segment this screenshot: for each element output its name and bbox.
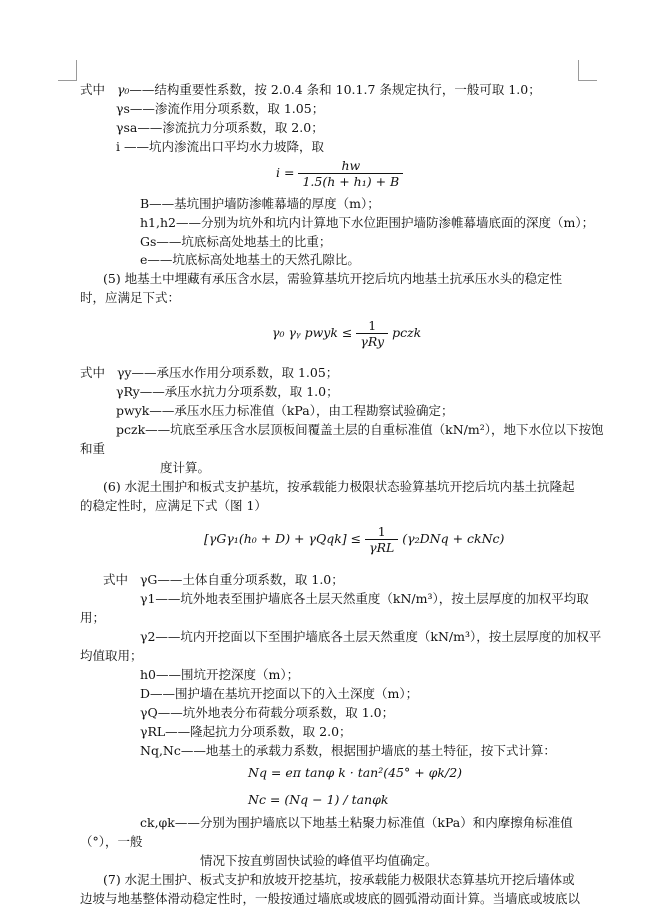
text-line: ck,φk——分别为围护墙底以下地基土粘聚力标准值（kPa）和内摩擦角标准值 xyxy=(140,815,573,830)
text-line: 度计算。 xyxy=(160,460,211,475)
text-line: 用； xyxy=(80,610,106,625)
margin-mark-top-right xyxy=(578,60,597,81)
text-line: i ——坑内渗流出口平均水力坡降，取 xyxy=(116,139,324,154)
text-line: Nq,Nc——地基土的承载力系数，根据围护墙底的基土特征，按下式计算： xyxy=(140,743,556,758)
text-line: γsa——渗流抗力分项系数，取 2.0； xyxy=(116,120,324,135)
formula-nq: Nq = eπ tanφ k · tan²(45° + φk/2) xyxy=(248,765,463,780)
paragraph-line: (5) 地基土中埋藏有承压含水层，需验算基坑开挖后坑内地基土抗承压水头的稳定性 xyxy=(103,271,563,286)
text-line: Gs——坑底标高处地基土的比重； xyxy=(140,234,332,249)
text-line: 均值取用； xyxy=(80,648,143,663)
text-line: γQ——坑外地表分布荷载分项系数，取 1.0； xyxy=(140,705,395,720)
text-line: 和重 xyxy=(80,441,106,456)
text-line: pczk——坑底至承压含水层顶板间覆盖土层的自重标准值（kN/m²），地下水位以下按饱 xyxy=(116,422,604,437)
margin-mark-top-left xyxy=(58,60,77,81)
formula-confined-water: γ₀ γᵧ pwyk ≤ $\frac{1}{\text{γRy}}$ pczk xyxy=(272,318,422,349)
paragraph-line: 的稳定性时，应满足下式（图 1） xyxy=(80,498,267,513)
text-line: D——围护墙在基坑开挖面以下的入土深度（m）； xyxy=(140,686,419,701)
text-line: 式中 γy——承压水作用分项系数，取 1.05； xyxy=(80,365,339,380)
fraction: $\frac{hw}{\text{1.5(h + h₁) + B}}$ xyxy=(298,158,403,189)
text-line: h0——围坑开挖深度（m）； xyxy=(140,667,300,682)
text-line: （°），一般 xyxy=(80,834,143,849)
text-line: γ1——坑外地表至围护墙底各土层天然重度（kN/m³），按土层厚度的加权平均取 xyxy=(140,591,589,606)
formula-nc: Nc = (Nq − 1) / tanφk xyxy=(248,792,389,807)
paragraph-line: (7) 水泥土围护、板式支护和放坡开挖基坑，按承载能力极限状态算基坑开挖后墙体或 xyxy=(103,872,575,887)
text-line: γRy——承压水抗力分项系数，取 1.0； xyxy=(116,384,339,399)
fraction: $\frac{1}{\text{γRy}}$ xyxy=(356,318,388,349)
text-line: h1,h2——分别为坑外和坑内计算地下水位距围护墙防渗帷幕墙底面的深度（m）； xyxy=(140,215,595,230)
paragraph-line: (6) 水泥土围护和板式支护基坑，按承载能力极限状态验算基坑开挖后坑内基土抗隆起 xyxy=(103,479,575,494)
text-line: γs——渗流作用分项系数，取 1.05； xyxy=(116,101,325,116)
formula-heave-stability: [γGγ₁(h₀ + D) + γQqk] ≤ $\frac{1}{\text{γRL}}$ (γ₂DNq + ckNc) xyxy=(204,524,505,555)
text-line: 式中 γ₀——结构重要性系数，按 2.0.4 条和 10.1.7 条规定执行，一般可取 1.0； xyxy=(80,82,541,97)
text-line: B——基坑围护墙防渗帷幕墙的厚度（m）； xyxy=(140,196,380,211)
fraction: $\frac{1}{\text{γRL}}$ xyxy=(365,524,398,555)
text-line: 式中 γG——土体自重分项系数，取 1.0； xyxy=(103,572,344,587)
text-line: γRL——隆起抗力分项系数，取 2.0； xyxy=(140,724,352,739)
text-line: γ2——坑内开挖面以下至围护墙底各土层天然重度（kN/m³），按土层厚度的加权平 xyxy=(140,629,602,644)
text-line: pwyk——承压水压力标准值（kPa），由工程勘察试验确定； xyxy=(116,403,454,418)
formula-hydraulic-gradient: i = $\frac{hw}{\text{1.5(h + h₁) + B}}$ xyxy=(276,158,403,189)
text-line: e——坑底标高处地基土的天然孔隙比。 xyxy=(140,252,360,267)
paragraph-line: 边坡与地基整体滑动稳定性时，一般按通过墙底或坡底的圆弧滑动面计算。当墙底或坡底以 xyxy=(80,891,581,906)
text-line: 情况下按直剪固快试验的峰值平均值确定。 xyxy=(200,853,438,868)
paragraph-line: 时，应满足下式： xyxy=(80,290,181,305)
